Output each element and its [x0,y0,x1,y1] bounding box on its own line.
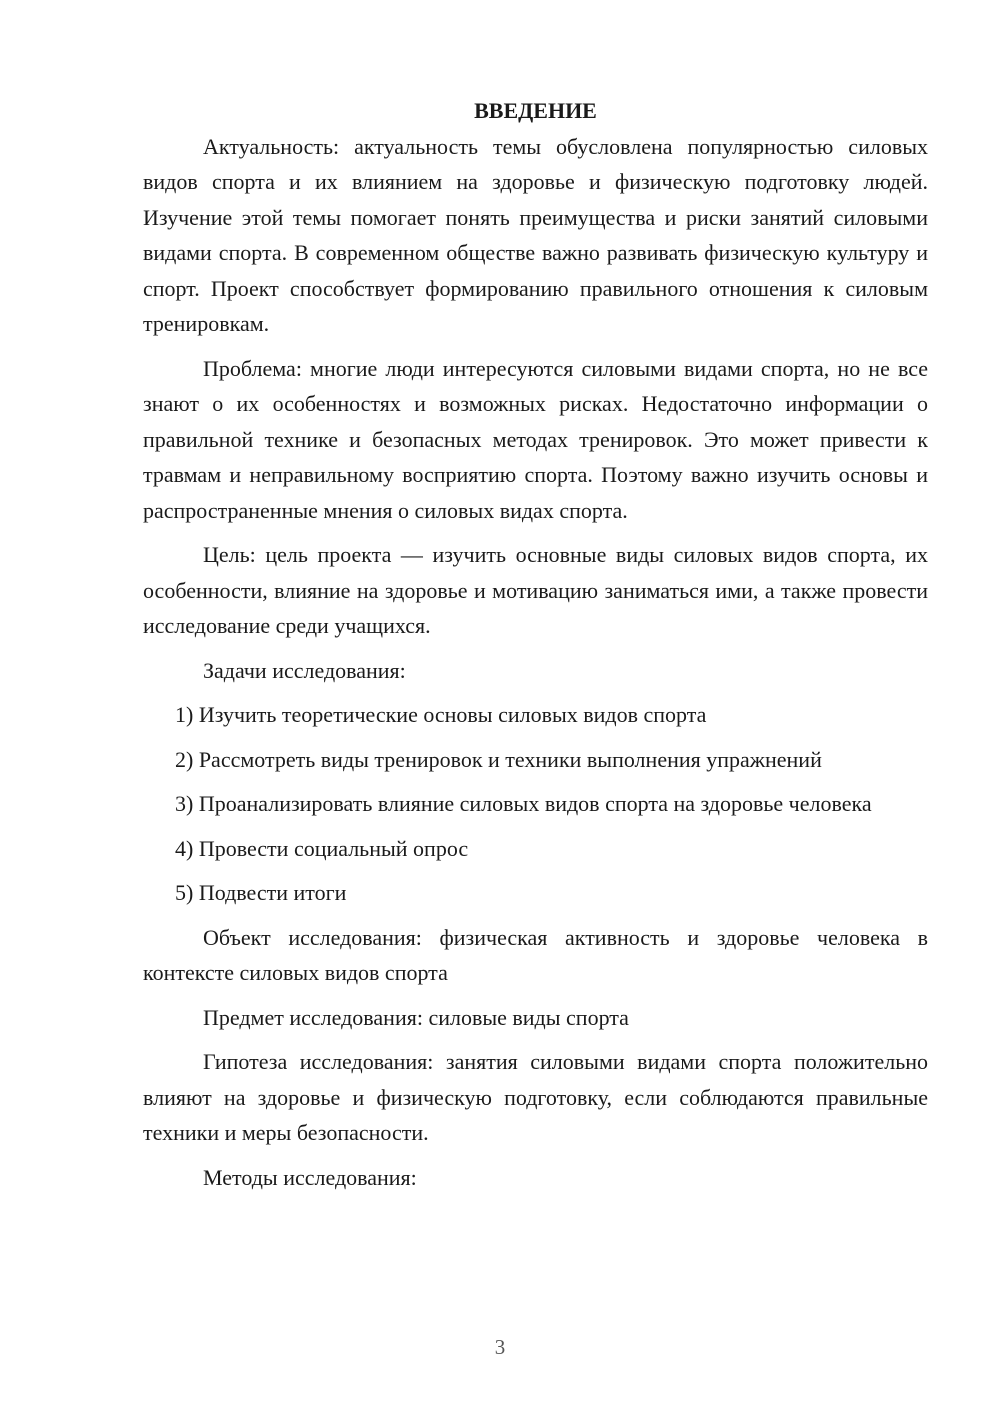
subject-paragraph: Предмет исследования: силовые виды спорта [203,1004,629,1030]
relevance-paragraph: Актуальность: актуальность темы обусловлена популярностью силовых видов спорта и их влиянием на здоровье и физическую подготовку людей. Изучение этой темы помогает понять преимущества и риски занятий силовыми видами спорта. В современном обществе важно развивать физическую культуру и спорт. Проект способствует формированию правильного отношения к силовым тренировкам. [143,133,928,336]
page-content [143,93,928,1195]
tasks-list [143,697,928,911]
problem-paragraph: Проблема: многие люди интересуются силовыми видами спорта, но не все знают о их особенностях и возможных рисках. Недостаточно информации о правильной технике и безопасных методах тренировок. Это может привести к травмам и неправильному восприятию спорта. Поэтому важно изучить основы и распространенные мнения о силовых видах спорта. [143,355,928,523]
tasks-title: Задачи исследования: [203,657,406,683]
list-item: 3) Проанализировать влияние силовых видов спорта на здоровье человека [175,791,872,816]
list-item: 1) Изучить теоретические основы силовых видов спорта [175,702,707,727]
page-number: 3 [494,1335,506,1359]
list-item: 2) Рассмотреть виды тренировок и техники выполнения упражнений [175,746,822,772]
hypothesis-paragraph: Гипотеза исследования: занятия силовыми видами спорта положительно влияют на здоровье и физическую подготовку, если соблюдаются правильные техники и меры безопасности. [143,1049,928,1145]
methods-title: Методы исследования: [203,1164,417,1190]
page-heading: ВВЕДЕНИЕ [474,98,597,123]
object-paragraph: Объект исследования: физическая активность и здоровье человека в контексте силовых видов спорта [143,924,928,985]
goal-paragraph: Цель: цель проекта — изучить основные виды силовых видов спорта, их особенности, влияние на здоровье и мотивацию заниматься ими, а также провести исследование среди учащихся. [143,542,928,638]
list-item: 4) Провести социальный опрос [175,835,469,861]
list-item: 5) Подвести итоги [175,880,347,905]
